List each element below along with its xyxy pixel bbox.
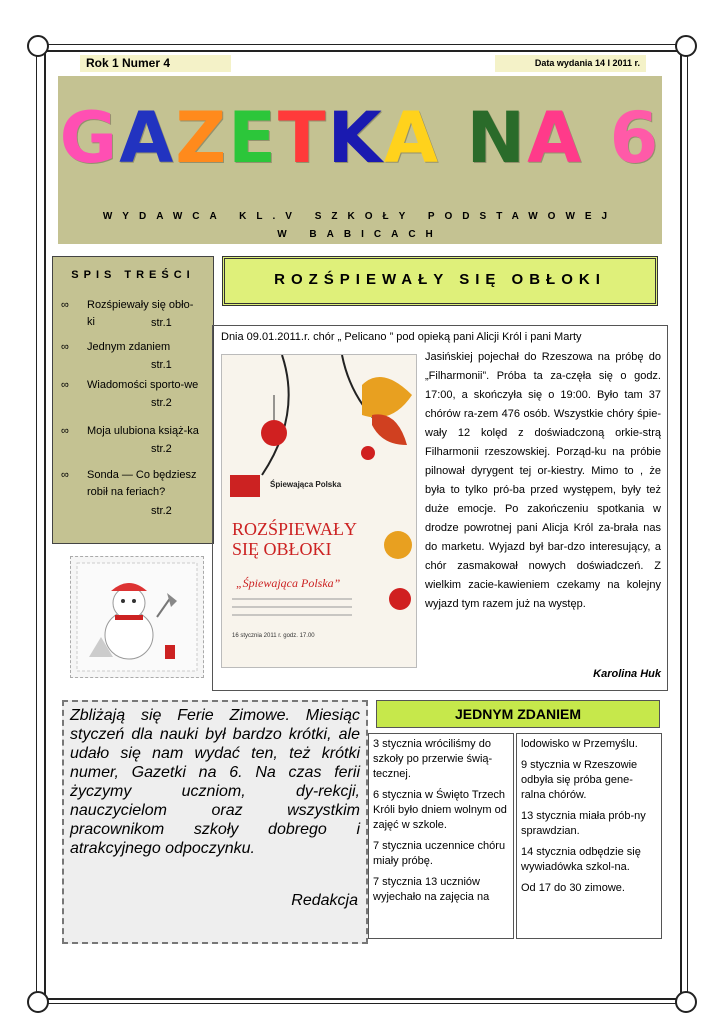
newspaper-title bbox=[58, 98, 662, 178]
issue-number: Rok 1 Numer 4 bbox=[80, 55, 231, 72]
article-author: Karolina Huk bbox=[593, 668, 661, 680]
poster-title-1: ROZŚPIEWAŁY bbox=[232, 519, 357, 539]
toc-title: SPIS TREŚCI bbox=[71, 269, 195, 281]
title-letter: T bbox=[277, 97, 328, 179]
news-heading-box bbox=[376, 700, 660, 728]
title-letter: Z bbox=[175, 97, 229, 179]
poster-illustration-icon bbox=[222, 355, 416, 667]
title-letter bbox=[440, 97, 466, 179]
publisher-line-2: W BABICACH bbox=[277, 229, 443, 240]
snowman-icon bbox=[71, 557, 203, 677]
news-item: 14 stycznia odbędzie się wywiadówka szkol-na. bbox=[521, 846, 641, 873]
infinity-bullet-icon: ∞ bbox=[61, 379, 69, 391]
news-item: 3 stycznia wróciliśmy do szkoły po przerwie świą-tecznej. bbox=[373, 738, 493, 780]
title-letter bbox=[583, 97, 609, 179]
corner-ornament bbox=[27, 991, 49, 1013]
issue-date: Data wydania 14 I 2011 r. bbox=[495, 55, 646, 72]
infinity-bullet-icon: ∞ bbox=[61, 425, 69, 437]
title-letter: E bbox=[228, 97, 278, 179]
news-item: 9 stycznia w Rzeszowie odbyła się próba gene-ralna chórów. bbox=[521, 759, 638, 801]
toc-item-title: Wiadomości sporto-we bbox=[87, 379, 199, 391]
toc-item-page: str.2 bbox=[151, 397, 172, 409]
news-heading: JEDNYM ZDANIEM bbox=[454, 706, 581, 722]
infinity-bullet-icon: ∞ bbox=[61, 341, 69, 353]
news-column-right bbox=[516, 733, 662, 939]
editorial-signature: Redakcja bbox=[291, 892, 358, 909]
corner-ornament bbox=[675, 35, 697, 57]
title-letter: G bbox=[59, 97, 120, 179]
poster-title-2: SIĘ OBŁOKI bbox=[232, 539, 332, 559]
toc-item-title: Rozśpiewały się obło-ki bbox=[87, 299, 194, 328]
corner-ornament bbox=[27, 35, 49, 57]
news-item: 6 stycznia w Święto Trzech Króli było dniem wolnym od zajęć w szkole. bbox=[373, 789, 507, 831]
poster-date: 16 stycznia 2011 r. godz. 17.00 bbox=[232, 633, 315, 639]
title-letter: 6 bbox=[609, 97, 661, 179]
title-letter: A bbox=[119, 97, 176, 179]
table-of-contents bbox=[52, 256, 214, 544]
toc-item-title: Jednym zdaniem bbox=[87, 341, 171, 353]
infinity-bullet-icon: ∞ bbox=[61, 299, 69, 311]
toc-item-title: Moja ulubiona książ-ka bbox=[87, 425, 199, 437]
news-item: 13 stycznia miała prób-ny sprawdzian. bbox=[521, 810, 646, 837]
toc-item-title: Sonda — Co będziesz robił na feriach? bbox=[87, 469, 197, 498]
winter-stamp-image bbox=[70, 556, 204, 678]
article-lead: Dnia 09.01.2011.r. chór „ Pelicano ” pod opieką pani Alicji Król i pani Marty bbox=[221, 331, 582, 343]
title-letter: A bbox=[527, 97, 584, 179]
news-item: 7 stycznia 13 uczniów wyjechało na zajęcia na bbox=[373, 876, 490, 903]
title-letter: K bbox=[327, 97, 384, 179]
publisher-line-1: WYDAWCA KL.V SZKOŁY PODSTAWOWEJ bbox=[102, 211, 618, 222]
poster-subtitle: „Śpiewająca Polska” bbox=[236, 576, 341, 590]
article-heading: ROZŚPIEWAŁY SIĘ OBŁOKI bbox=[274, 271, 606, 288]
news-item: Od 17 do 30 zimowe. bbox=[521, 882, 625, 894]
title-letter: N bbox=[466, 97, 528, 179]
news-item: 7 stycznia uczennice chóru miały próbę. bbox=[373, 840, 506, 867]
masthead bbox=[58, 76, 662, 244]
editorial-note bbox=[62, 700, 368, 944]
concert-poster-photo bbox=[221, 354, 417, 668]
toc-item-page: str.1 bbox=[151, 317, 172, 329]
toc-item-page: str.1 bbox=[151, 359, 172, 371]
article-heading-box bbox=[222, 256, 658, 306]
infinity-bullet-icon: ∞ bbox=[61, 469, 69, 481]
toc-item-page: str.2 bbox=[151, 443, 172, 455]
corner-ornament bbox=[675, 991, 697, 1013]
poster-brand: Śpiewająca Polska bbox=[270, 480, 342, 489]
title-letter: A bbox=[383, 97, 441, 179]
editorial-note-text: Zbliżają się Ferie Zimowe. Miesiąc styczeń dla nauki był bardzo krótki, ale udało się nam wydać ten, też krótki numer, Gazetki na 6. Na czas ferii życzymy uczniom, dy-rekcji, nauczycielom oraz wszystkim pracownikom szkoły dobrego i atrakcyjnego odpoczynku. bbox=[70, 707, 360, 857]
news-item: lodowisko w Przemyślu. bbox=[521, 738, 638, 750]
article-body: Jasińskiej pojechał do Rzeszowa na próbę do „Filharmonii”. Próba ta za-częła się o godz. 17:00, a skończyła się o 19:00. Było tam 37 chórów ra-zem 476 osób. Wszystkie chóry śpie-wały 12 kolęd z doświadczoną orkie-strą Filharmonii rzeszowskiej. Porząd-ku na próbie pilnował dyrygent tej or-kiestry. Mimo to , że była to tylko pró-ba przed występem, były też duże emocje. Po zakończeniu spotkania w drodze powrotnej pani Alicja Król za-brała nas do marketu. Wyjazd był bar-dzo interesujący, a chór zasmakował nowych doświadczeń. Z wielkim zacie-kawieniem czekamy na kolejny wyjazd tym razem już na występ. bbox=[425, 351, 661, 610]
toc-item-page: str.2 bbox=[151, 505, 172, 517]
news-column-left bbox=[368, 733, 514, 939]
article bbox=[212, 325, 668, 691]
